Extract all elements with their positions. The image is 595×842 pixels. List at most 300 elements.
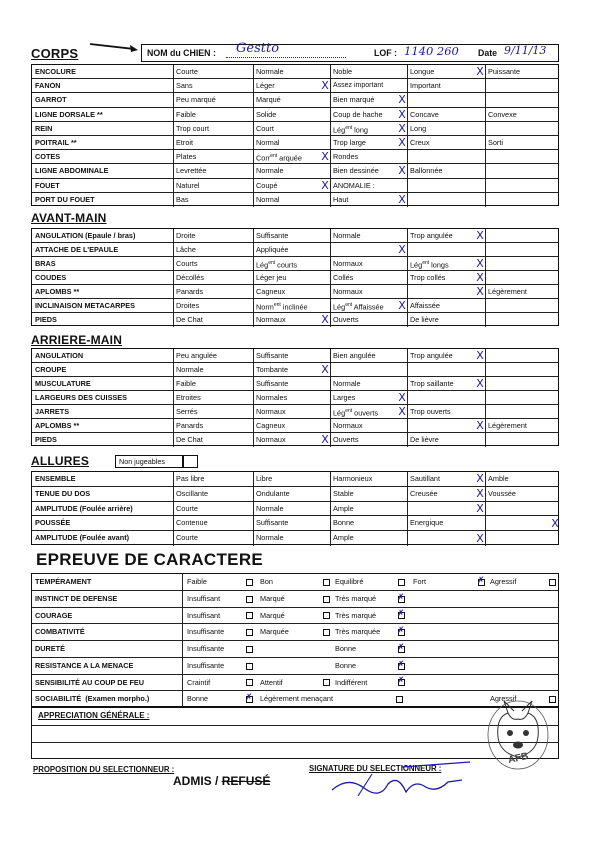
option-cell[interactable]: Insuffisant <box>187 610 221 620</box>
check-mark: X <box>398 107 406 121</box>
option-cell[interactable]: Très marquée <box>335 627 381 637</box>
name-label: NOM du CHIEN : <box>147 48 216 58</box>
option-cell[interactable]: Lég$^{ent}$ courts <box>256 260 298 270</box>
option-cell[interactable]: Trop ouverts <box>410 407 451 416</box>
option-cell[interactable]: Faible <box>176 109 196 119</box>
option-cell[interactable]: Marquée <box>260 627 289 637</box>
checkbox[interactable] <box>398 629 405 636</box>
row-label: AMPLITUDE (Foulée arrière) <box>35 503 133 513</box>
avant-row <box>32 257 558 271</box>
option-cell[interactable]: Ouverts <box>333 315 359 324</box>
option-cell[interactable]: Courte <box>176 503 198 513</box>
check-mark: X <box>476 270 484 284</box>
option-cell[interactable]: Equilibré <box>335 577 364 586</box>
option-cell[interactable]: Normal <box>256 138 280 147</box>
check-mark: X <box>321 362 329 376</box>
checkbox[interactable] <box>398 579 405 586</box>
option-cell[interactable]: Bonne <box>335 660 357 670</box>
avant-row <box>32 285 558 299</box>
option-cell[interactable]: Bon <box>260 577 273 586</box>
option-cell[interactable] <box>485 377 560 390</box>
option-cell[interactable]: Court <box>256 123 274 133</box>
empty-cell <box>407 641 485 657</box>
decision-admis[interactable] <box>173 774 270 788</box>
check-mark: X <box>398 192 406 206</box>
option-cell[interactable]: Trop large <box>333 138 366 147</box>
section-title-allures: ALLURES <box>31 454 90 468</box>
arriere-row <box>32 419 558 433</box>
option-cell[interactable]: Amble <box>488 474 509 483</box>
option-cell[interactable]: Lég$^{ent}$ Affaissée <box>333 302 384 312</box>
allures-row <box>32 472 558 487</box>
section-title-avant-main: AVANT-MAIN <box>31 211 107 225</box>
option-cell[interactable] <box>485 349 560 362</box>
option-cell[interactable]: Fort <box>413 577 426 586</box>
option-cell[interactable]: De lièvre <box>410 315 439 324</box>
checkbox[interactable] <box>246 663 253 670</box>
check-mark: X <box>476 501 484 515</box>
option-cell[interactable]: Normale <box>256 533 284 543</box>
empty-cell <box>407 691 485 708</box>
option-cell[interactable]: Peu angulée <box>176 351 217 360</box>
row-label: FOUET <box>35 180 60 190</box>
option-cell[interactable]: Craintif <box>187 677 211 687</box>
row-label: MUSCULATURE <box>35 379 91 388</box>
row-label: FANON <box>35 81 61 91</box>
corps-table <box>31 64 559 206</box>
check-mark: X <box>476 348 484 362</box>
corps-row <box>32 108 558 122</box>
option-cell[interactable]: Rondes <box>333 152 359 162</box>
option-cell[interactable]: Droites <box>176 301 200 310</box>
avant-row <box>32 299 558 313</box>
option-cell[interactable]: Normale <box>333 231 361 240</box>
section-title-caractere: EPREUVE DE CARACTERE <box>36 550 264 569</box>
checkbox[interactable] <box>549 579 556 586</box>
row-label: APLOMBS ** <box>35 421 80 430</box>
option-cell[interactable]: Légèrement <box>488 421 527 430</box>
option-cell[interactable]: Légèrement <box>488 287 527 296</box>
checkbox[interactable] <box>323 612 330 619</box>
avant-row <box>32 229 558 243</box>
checkbox[interactable] <box>323 579 330 586</box>
check-mark: X <box>476 284 484 298</box>
option-cell[interactable] <box>407 419 485 432</box>
check-mark: X <box>476 228 484 242</box>
check-mark: X <box>321 432 329 446</box>
option-cell[interactable]: Etroites <box>176 393 201 402</box>
option-cell[interactable]: Insuffisante <box>187 660 225 670</box>
check-mark: X <box>476 418 484 432</box>
option-cell[interactable]: Solide <box>256 109 277 119</box>
option-cell[interactable] <box>485 93 560 106</box>
option-cell[interactable] <box>407 93 485 106</box>
option-cell[interactable]: Lâche <box>176 245 196 254</box>
option-cell[interactable]: Courte <box>176 533 198 543</box>
option-cell[interactable]: Longue <box>410 67 435 76</box>
option-cell[interactable]: Appliquée <box>256 245 289 254</box>
option-cell[interactable]: Attentif <box>260 677 283 687</box>
option-cell[interactable]: Marqué <box>260 593 285 603</box>
caractere-table <box>31 573 559 707</box>
option-cell[interactable]: Affaissée <box>410 301 440 310</box>
option-cell[interactable]: Libre <box>256 474 273 483</box>
caractere-row <box>32 675 558 692</box>
option-cell[interactable]: Ondulante <box>256 488 290 498</box>
allures-row <box>32 516 558 531</box>
option-cell[interactable]: Serrés <box>176 407 198 416</box>
option-cell[interactable]: Marqué <box>260 610 285 620</box>
row-label: COTES <box>35 152 61 162</box>
row-label: PIEDS <box>35 435 57 444</box>
date-value[interactable]: 9/11/13 <box>504 44 547 57</box>
option-cell[interactable] <box>407 285 485 298</box>
option-cell[interactable]: Trop angulée <box>410 351 453 360</box>
option-cell[interactable]: Lég$^{ent}$ longs <box>410 260 449 270</box>
checkbox[interactable] <box>323 629 330 636</box>
option-cell[interactable]: Pas libre <box>176 474 205 483</box>
avant-main-table <box>31 228 559 326</box>
option-cell[interactable] <box>485 502 560 516</box>
checkbox[interactable] <box>323 596 330 603</box>
option-cell[interactable] <box>485 243 560 256</box>
check-mark: X <box>476 65 484 79</box>
option-cell[interactable]: Coupé <box>256 180 278 190</box>
empty-cell <box>407 591 485 607</box>
option-cell[interactable]: Normal <box>256 194 280 204</box>
option-cell[interactable]: Concave <box>410 109 439 119</box>
option-cell[interactable]: Creusée <box>410 488 438 498</box>
option-cell[interactable] <box>485 79 560 92</box>
appreciation-label: APPRECIATION GÉNÉRALE : <box>38 711 150 720</box>
option-cell[interactable]: Levrettée <box>176 166 207 176</box>
option-cell[interactable] <box>485 313 560 327</box>
row-label: TEMPÉRAMENT <box>35 577 92 586</box>
option-cell[interactable]: Lég$^{ent}$ long <box>333 124 368 135</box>
option-cell[interactable] <box>485 150 560 163</box>
admis-text: ADMIS / <box>173 774 219 788</box>
arriere-row <box>32 349 558 363</box>
option-cell[interactable]: Insuffisante <box>187 627 225 637</box>
corps-row <box>32 65 558 79</box>
option-cell[interactable]: Cagneux <box>256 287 286 296</box>
option-cell[interactable]: Normaux <box>256 435 286 444</box>
option-cell[interactable]: Haut <box>333 194 349 204</box>
option-cell[interactable]: Corr$^{ent}$ arquée <box>256 153 302 163</box>
row-label: ATTACHE DE L'EPAULE <box>35 245 119 254</box>
option-cell[interactable] <box>485 164 560 177</box>
name-underline <box>226 57 346 58</box>
option-cell[interactable]: Bonne <box>335 644 357 653</box>
option-cell[interactable]: Suffisante <box>256 351 289 360</box>
option-cell[interactable] <box>407 363 485 376</box>
arrow-pointer <box>88 40 140 54</box>
option-cell[interactable]: Léger jeu <box>256 273 287 282</box>
option-cell[interactable]: Très marqué <box>335 593 377 603</box>
option-cell[interactable]: Léger <box>256 81 275 91</box>
corps-row <box>32 93 558 107</box>
option-cell[interactable]: Collés <box>333 273 354 282</box>
checkbox[interactable] <box>323 679 330 686</box>
option-cell[interactable]: Plates <box>176 152 197 162</box>
column-divider <box>182 675 183 691</box>
option-cell[interactable]: Important <box>410 81 441 91</box>
option-cell[interactable]: Normaux <box>333 259 363 268</box>
row-label: INSTINCT DE DEFENSE <box>35 593 118 603</box>
option-cell[interactable]: Suffisante <box>256 231 289 240</box>
avant-row <box>32 271 558 285</box>
checkbox[interactable] <box>246 629 253 636</box>
check-mark: X <box>398 136 406 150</box>
option-cell[interactable]: Trop court <box>176 123 209 133</box>
checkbox[interactable] <box>478 579 485 586</box>
option-cell[interactable]: Peu marqué <box>176 95 216 105</box>
option-cell[interactable]: Puissante <box>488 67 521 76</box>
arriere-main-table <box>31 348 559 446</box>
option-cell[interactable]: De lièvre <box>410 435 439 444</box>
section-title-arriere-main: ARRIERE-MAIN <box>31 333 123 347</box>
option-cell[interactable]: Etroit <box>176 138 194 147</box>
row-label: COURAGE <box>35 610 73 620</box>
option-cell[interactable]: Légèrement menaçant <box>260 694 334 704</box>
option-cell[interactable]: Ouverts <box>333 435 359 444</box>
checkbox[interactable] <box>246 612 253 619</box>
empty-cell <box>407 675 485 691</box>
caractere-row <box>32 608 558 625</box>
option-cell[interactable]: Insuffisant <box>187 593 221 603</box>
option-cell[interactable] <box>485 257 560 270</box>
non-jugeables-checkbox[interactable] <box>183 455 198 468</box>
option-cell[interactable] <box>485 405 560 418</box>
option-cell[interactable] <box>407 502 485 516</box>
check-mark: X <box>398 93 406 107</box>
option-cell[interactable] <box>407 531 485 546</box>
column-divider <box>182 574 183 590</box>
non-jugeables-box <box>115 455 183 468</box>
column-divider <box>182 691 183 708</box>
option-cell[interactable] <box>485 433 560 447</box>
option-cell[interactable]: Long <box>410 123 427 133</box>
option-cell[interactable]: De Chat <box>176 435 203 444</box>
checkbox[interactable] <box>398 679 405 686</box>
allures-row <box>32 502 558 517</box>
check-mark: X <box>398 298 406 312</box>
checkbox[interactable] <box>396 696 403 703</box>
option-cell[interactable]: Tombante <box>256 365 289 374</box>
option-cell[interactable] <box>407 179 485 192</box>
row-label: PORT DU FOUET <box>35 194 95 204</box>
empty-cell <box>407 624 485 640</box>
option-cell[interactable]: Bonne <box>187 694 209 704</box>
option-cell[interactable] <box>485 229 560 242</box>
option-cell[interactable]: Très marqué <box>335 610 377 620</box>
option-cell[interactable]: Sans <box>176 81 193 91</box>
option-cell[interactable]: Normales <box>256 393 288 402</box>
option-cell[interactable] <box>407 391 485 404</box>
caractere-row <box>32 641 558 658</box>
option-cell[interactable]: Bien marqué <box>333 95 375 105</box>
option-cell[interactable] <box>257 641 329 657</box>
option-cell[interactable]: Coup de hache <box>333 109 383 119</box>
row-label: CROUPE <box>35 365 67 374</box>
option-cell[interactable] <box>485 391 560 404</box>
option-cell[interactable]: Suffisante <box>256 518 289 528</box>
row-label: SOCIABILITÉ (Examen morpho.) <box>35 694 150 704</box>
option-cell[interactable]: Naturel <box>176 180 200 190</box>
column-divider <box>182 658 183 674</box>
option-cell[interactable]: Sorti <box>488 138 504 147</box>
checkbox[interactable] <box>246 646 253 653</box>
option-cell[interactable]: Normaux <box>333 421 363 430</box>
option-cell[interactable]: Bonne <box>333 518 355 528</box>
option-cell[interactable]: Trop saillante <box>410 379 454 388</box>
name-value[interactable]: Gestto <box>236 41 280 56</box>
option-cell[interactable]: Oscillante <box>176 488 209 498</box>
option-cell[interactable]: Normale <box>256 503 284 513</box>
option-cell[interactable] <box>485 122 560 135</box>
check-mark: X <box>398 164 406 178</box>
proposition-label: PROPOSITION DU SELECTIONNEUR : <box>33 765 175 774</box>
option-cell[interactable]: Décollés <box>176 273 204 282</box>
option-cell[interactable]: Indifférent <box>335 677 368 687</box>
option-cell[interactable]: Insuffisante <box>187 644 225 653</box>
column-divider <box>182 591 183 607</box>
option-cell[interactable] <box>485 531 560 546</box>
option-cell[interactable]: Bien dessinée <box>333 166 379 176</box>
row-label: POITRAIL ** <box>35 138 77 147</box>
row-label: AMPLITUDE (Foulée avant) <box>35 533 130 543</box>
row-label: GARROT <box>35 95 67 105</box>
option-cell[interactable]: Energique <box>410 518 444 528</box>
option-cell[interactable]: Courts <box>176 259 198 268</box>
check-mark: X <box>476 472 484 486</box>
option-cell[interactable]: Normale <box>333 379 361 388</box>
option-cell[interactable] <box>407 243 485 256</box>
option-cell[interactable]: Normaux <box>333 287 363 296</box>
option-cell[interactable]: Creux <box>410 138 430 147</box>
checkbox[interactable] <box>398 596 405 603</box>
option-cell[interactable]: Droite <box>176 231 196 240</box>
corps-row <box>32 164 558 178</box>
option-cell[interactable]: Trop angulée <box>410 231 453 240</box>
arriere-row <box>32 405 558 419</box>
option-cell[interactable]: Voussée <box>488 488 516 498</box>
option-cell[interactable]: Panards <box>176 287 204 296</box>
arriere-row <box>32 391 558 405</box>
caractere-row <box>32 624 558 641</box>
option-cell[interactable]: Ample <box>333 533 354 543</box>
row-label: BRAS <box>35 259 56 268</box>
caractere-row <box>32 591 558 608</box>
caractere-row <box>32 658 558 675</box>
checkbox[interactable] <box>246 579 253 586</box>
option-cell[interactable] <box>407 150 485 163</box>
option-cell[interactable]: Norm$^{ent}$ inclinée <box>256 302 308 312</box>
option-cell[interactable]: Noble <box>333 67 353 76</box>
option-cell[interactable]: Normale <box>256 166 284 176</box>
option-cell[interactable]: Harmonieux <box>333 474 373 483</box>
option-cell[interactable]: ANOMALIE : <box>333 180 375 190</box>
option-cell[interactable]: Stable <box>333 488 354 498</box>
option-cell[interactable]: Courte <box>176 67 198 76</box>
caractere-row <box>32 574 558 591</box>
row-label: LARGEURS DES CUISSES <box>35 393 128 402</box>
section-title-corps: CORPS <box>31 46 79 61</box>
option-cell[interactable]: Ballonnée <box>410 166 443 176</box>
option-cell[interactable] <box>407 193 485 207</box>
option-cell[interactable]: Agressif <box>490 694 517 704</box>
option-cell[interactable] <box>485 299 560 312</box>
afb-stamp <box>478 695 558 775</box>
option-cell[interactable]: Lég$^{ent}$ ouverts <box>333 408 379 418</box>
corps-row <box>32 79 558 93</box>
option-cell[interactable] <box>485 193 560 207</box>
allures-row <box>32 487 558 502</box>
option-cell[interactable]: Convexe <box>488 109 517 119</box>
option-cell[interactable]: De Chat <box>176 315 203 324</box>
option-cell[interactable]: Faible <box>176 379 196 388</box>
row-label: COUDES <box>35 273 67 282</box>
check-mark: X <box>321 150 329 164</box>
option-cell[interactable]: Cagneux <box>256 421 286 430</box>
option-cell[interactable]: Normaux <box>256 315 286 324</box>
allures-row <box>32 531 558 546</box>
checkbox[interactable] <box>246 696 253 703</box>
row-label: RESISTANCE A LA MENACE <box>35 660 134 670</box>
option-cell[interactable] <box>485 516 560 530</box>
refuse-text: REFUSÉ <box>221 774 271 788</box>
option-cell[interactable] <box>330 243 407 256</box>
check-mark: X <box>398 390 406 404</box>
checkbox[interactable] <box>398 646 405 653</box>
option-cell[interactable]: Normaux <box>256 407 286 416</box>
option-cell[interactable]: Faible <box>187 577 207 586</box>
option-cell[interactable]: Marqué <box>256 95 281 105</box>
option-cell[interactable]: Trop collés <box>410 273 446 282</box>
option-cell[interactable] <box>257 658 329 674</box>
checkbox[interactable] <box>246 596 253 603</box>
option-cell[interactable]: Bien angulée <box>333 351 376 360</box>
lof-label: LOF : <box>374 48 397 58</box>
check-mark: X <box>398 242 406 256</box>
option-cell[interactable]: Larges <box>333 393 356 402</box>
arriere-row <box>32 363 558 377</box>
option-cell[interactable] <box>485 363 560 376</box>
option-cell[interactable]: Normale <box>176 365 204 374</box>
checkbox[interactable] <box>398 612 405 619</box>
check-mark: X <box>321 178 329 192</box>
option-cell[interactable]: Contenue <box>176 518 208 528</box>
option-cell[interactable]: Sautillant <box>410 474 441 483</box>
option-cell[interactable]: Agressif <box>490 577 517 586</box>
checkbox[interactable] <box>398 663 405 670</box>
option-cell[interactable] <box>485 179 560 192</box>
column-divider <box>182 608 183 624</box>
option-cell[interactable]: Assez important <box>333 82 384 90</box>
option-cell[interactable]: Panards <box>176 421 204 430</box>
option-cell[interactable]: Normale <box>256 67 284 76</box>
row-label: LIGNE DORSALE ** <box>35 109 103 119</box>
checkbox[interactable] <box>246 679 253 686</box>
lof-value[interactable]: 1140 260 <box>404 44 459 58</box>
option-cell[interactable]: Suffisante <box>256 379 289 388</box>
option-cell[interactable]: Bas <box>176 194 189 204</box>
row-label: ANGULATION <box>35 351 84 360</box>
arriere-row <box>32 433 558 447</box>
option-cell[interactable] <box>330 363 407 376</box>
option-cell[interactable]: Ample <box>333 503 354 513</box>
option-cell[interactable] <box>485 271 560 284</box>
